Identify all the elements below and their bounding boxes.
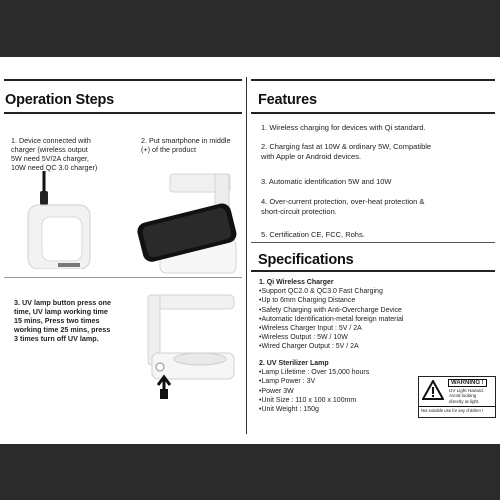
- steps-divider: [4, 277, 242, 278]
- warning-line: directly at light.: [449, 398, 480, 404]
- warning-divider: [419, 406, 495, 407]
- step-3-line: 15 mins, Press two times: [14, 316, 100, 325]
- feature-line: 3. Automatic identification 5W and 10W: [261, 177, 392, 186]
- step-3-line: working time 25 mins, press: [14, 325, 111, 334]
- step-2-phone-illustration: [130, 169, 242, 279]
- spec-section-qi: [259, 278, 459, 352]
- spec-section-title: 2. UV Sterilizer Lamp: [259, 360, 329, 367]
- feature-line: short-circuit protection.: [261, 207, 337, 216]
- features-top-rule: [251, 79, 495, 81]
- warning-footer: Not suitable use for any children !: [421, 408, 484, 413]
- step-2-line: (+) of the product: [141, 145, 196, 154]
- step-1-charger-illustration: [20, 169, 100, 269]
- feature-line: 2. Charging fast at 10W & ordinary 5W, Compatible: [261, 142, 432, 151]
- spec-line: •Lamp Lifetime : Over 15,000 hours: [259, 369, 370, 377]
- specs-bottom-rule: [251, 270, 495, 272]
- feature-item-5: [261, 230, 486, 240]
- feature-line: 4. Over-current protection, over-heat protection &: [261, 197, 425, 206]
- feature-line: 5. Certification CE, FCC, Rohs.: [261, 230, 365, 239]
- spec-section-title: 1. Qi Wireless Charger: [259, 279, 334, 286]
- spec-line: •Wireless Charger Input : 5V / 2A: [259, 325, 362, 333]
- step-3-line: 3 times turn off UV lamp.: [14, 334, 99, 343]
- spec-line: •Unit Weight : 150g: [259, 406, 319, 414]
- operation-title: Operation Steps: [5, 92, 114, 108]
- column-divider: [246, 77, 247, 434]
- step-3-text: [14, 298, 139, 343]
- step-1-line: 1. Device connected with: [11, 136, 91, 145]
- warning-body: [449, 388, 484, 404]
- step-3-line: 3. UV lamp button press one: [14, 298, 112, 307]
- specifications-title: Specifications: [258, 252, 354, 268]
- spec-line: •Wired Charger Output : 5V / 2A: [259, 343, 359, 351]
- spec-line: •Support QC2.0 & QC3.0 Fast Charging: [259, 288, 383, 296]
- spec-line: •Automatic Identification-metal foreign material: [259, 315, 404, 323]
- step-1-text: [11, 136, 121, 172]
- step-3-line: time, UV lamp working time: [14, 307, 108, 316]
- operation-bottom-rule: [4, 112, 242, 114]
- step-2-line: 2. Put smartphone in middle: [141, 136, 231, 145]
- operation-top-rule: [4, 79, 242, 81]
- feature-item-4: [261, 197, 486, 217]
- step-2-text: [141, 136, 251, 154]
- manual-page: [0, 57, 500, 444]
- feature-line: with Apple or Android devices.: [261, 152, 362, 161]
- spec-line: •Safety Charging with Anti-Overcharge Device: [259, 306, 402, 314]
- warning-line: Avoid looking: [449, 393, 477, 399]
- step-1-line: charger (wireless output: [11, 145, 88, 154]
- spec-line: •Wireless Output : 5W / 10W: [259, 334, 348, 342]
- spec-line: •Up to 6mm Charging Distance: [259, 297, 356, 305]
- uv-warning-label: [418, 376, 496, 418]
- specs-top-rule: [251, 242, 495, 243]
- warning-triangle-icon: [422, 380, 444, 400]
- feature-item-2: [261, 142, 486, 162]
- spec-line: •Power 3W: [259, 387, 294, 395]
- warning-title: WARNING !: [448, 379, 487, 387]
- feature-item-1: [261, 123, 486, 133]
- feature-line: 1. Wireless charging for devices with Qi standard.: [261, 123, 426, 132]
- step-3-uv-lamp-illustration: [140, 289, 240, 404]
- spec-section-uv: [259, 359, 419, 414]
- warning-line: UV Light Hazard.: [449, 388, 484, 393]
- step-1-line: 10W need QC 3.0 charger): [11, 163, 98, 172]
- step-1-line: 5W need 5V/2A charger,: [11, 154, 89, 163]
- spec-line: •Lamp Power : 3V: [259, 378, 316, 386]
- features-bottom-rule: [251, 112, 495, 114]
- spec-line: •Unit Size : 110 x 100 x 100mm: [259, 396, 357, 404]
- features-title: Features: [258, 92, 317, 108]
- feature-item-3: [261, 177, 486, 187]
